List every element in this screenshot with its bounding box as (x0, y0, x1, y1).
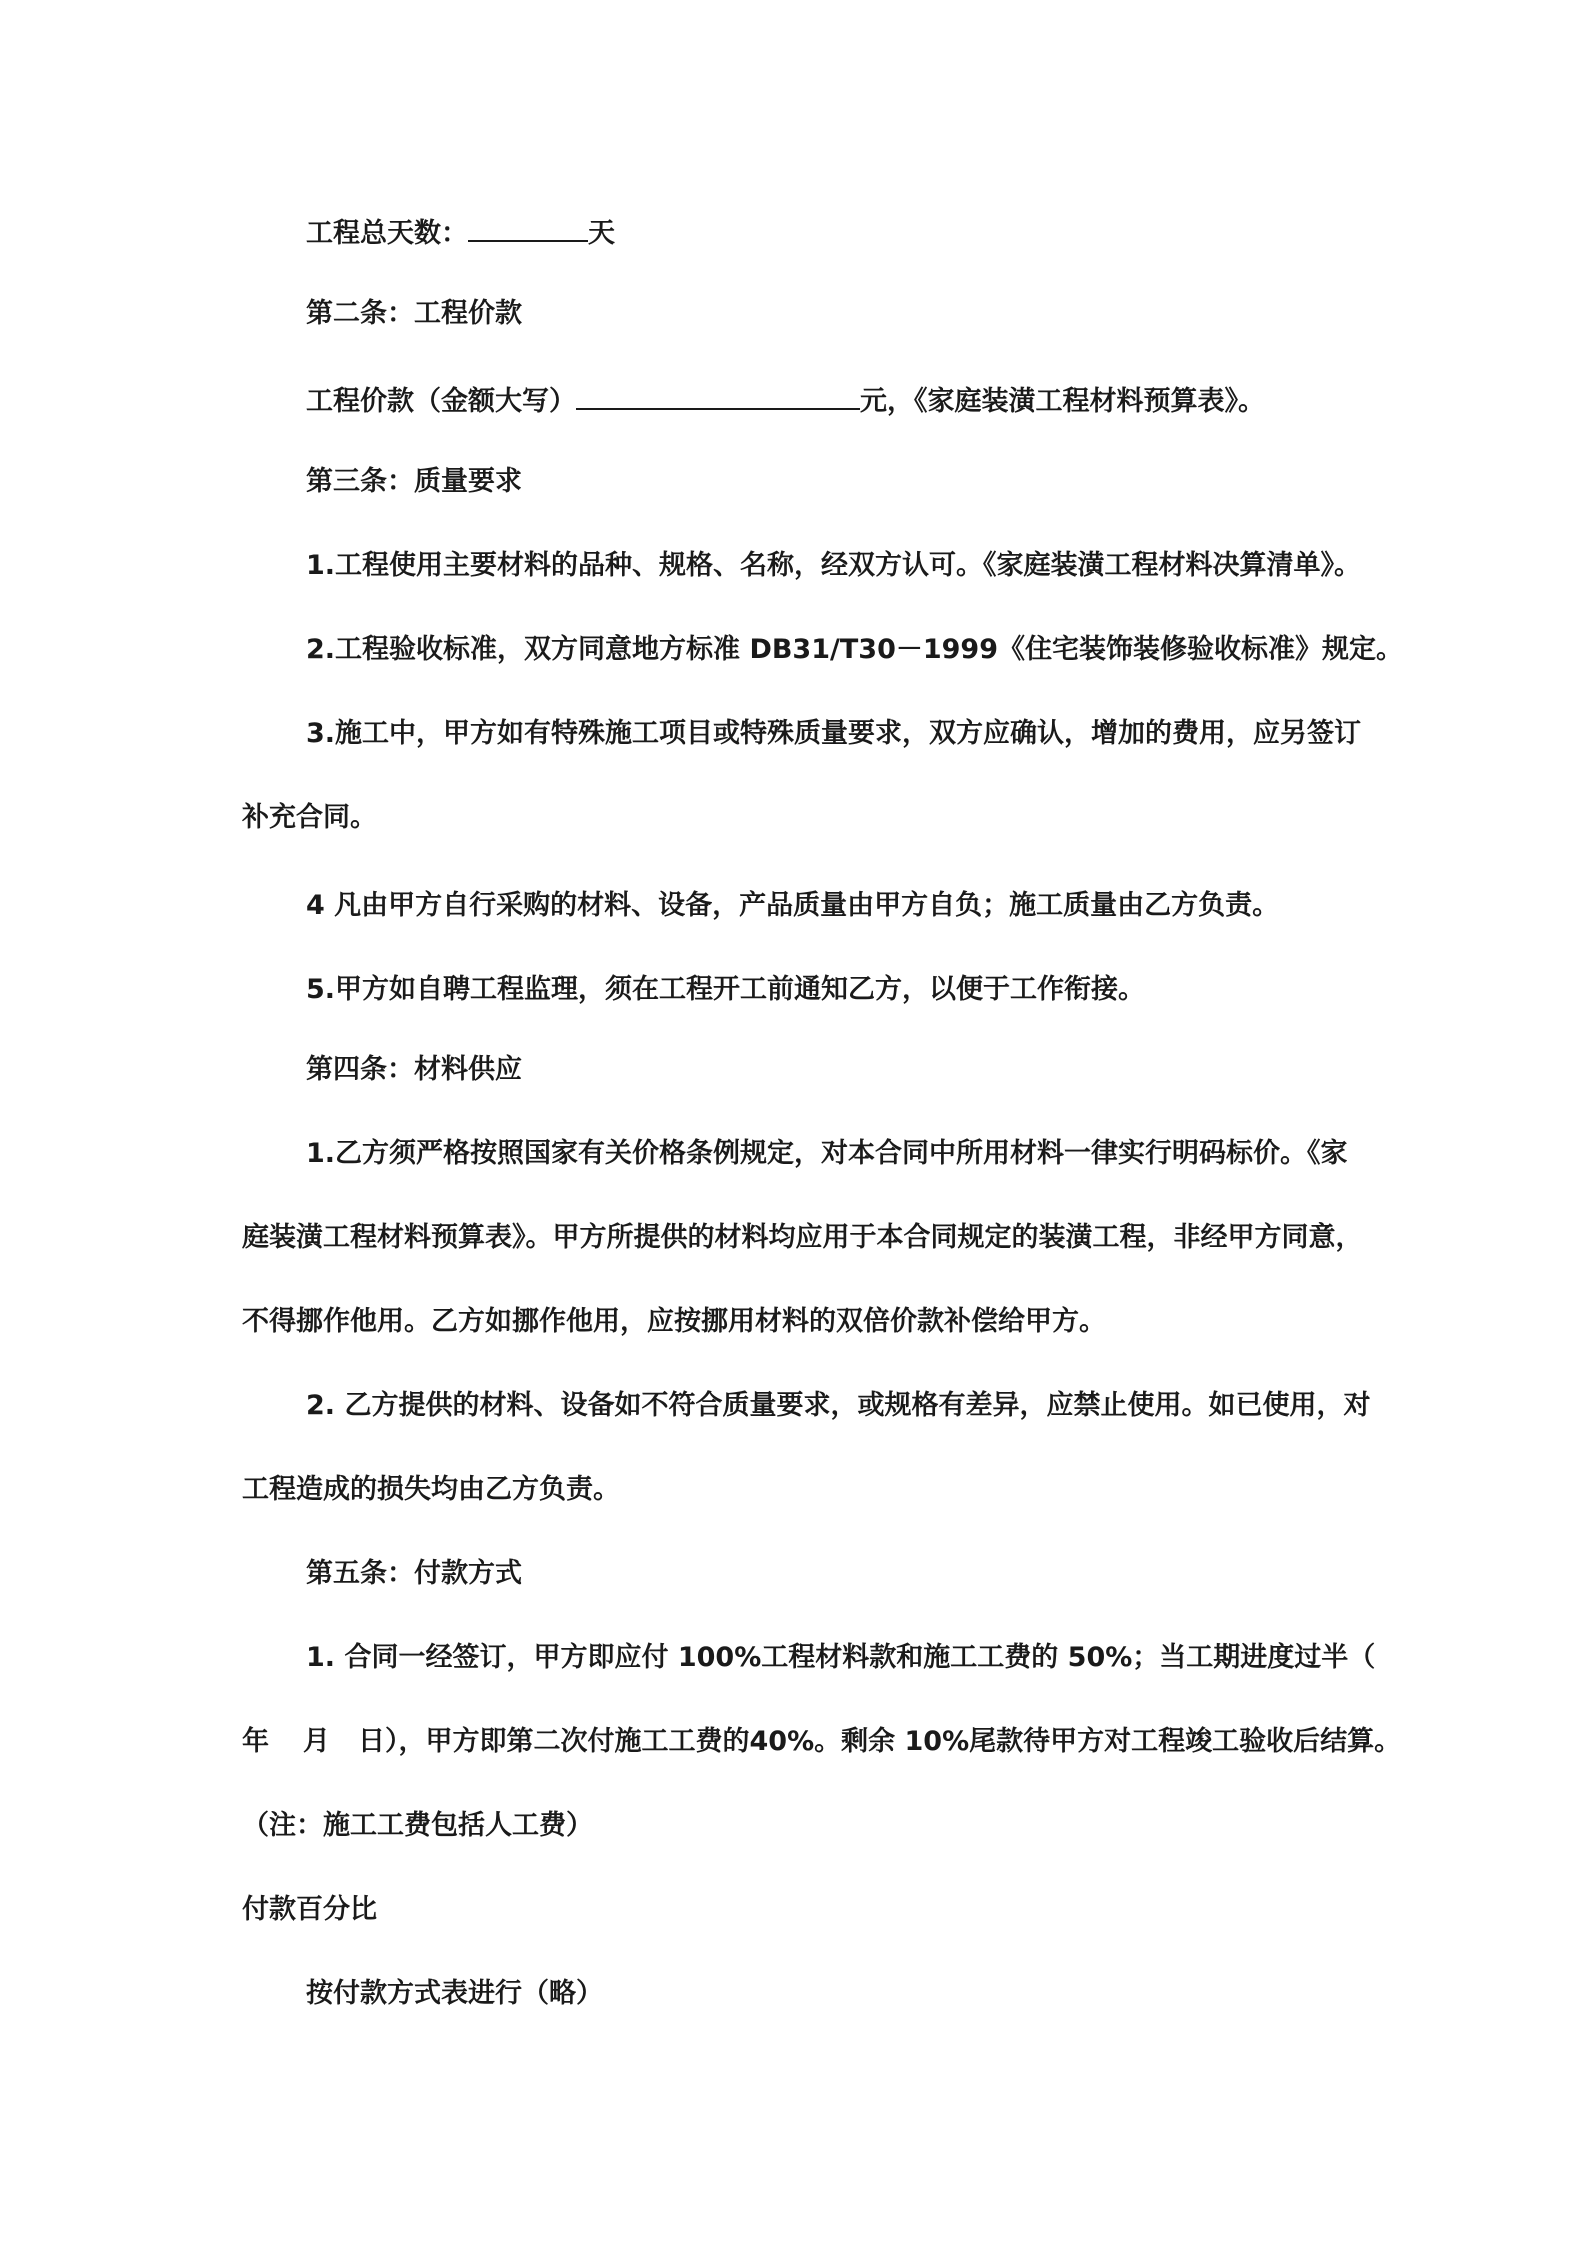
total-days-line (306, 210, 1372, 250)
payment-percentage-title: 付款百分比 (242, 1894, 377, 1925)
payment-month-label: 月 (303, 1726, 330, 1757)
price-blank[interactable] (576, 378, 860, 410)
price-suffix: 元，《家庭装潢工程材料预算表》。 (860, 386, 1265, 417)
payment-note: （注：施工工费包括人工费） (242, 1810, 593, 1841)
material-item-1-line-2: 庭装潢工程材料预算表》。甲方所提供的材料均应用于本合同规定的装潢工程，非经甲方同意， (242, 1222, 1363, 1253)
payment-day-rest: 日），甲方即第二次付施工工费的40%。剩余 10%尾款待甲方对工程竣工验收后结算。 (358, 1726, 1402, 1757)
payment-item-1-line-1: 1. 合同一经签订，甲方即应付 100%工程材料款和施工工费的 50%；当工期进度过半（ (306, 1642, 1376, 1673)
quality-item-3-line-2: 补充合同。 (242, 802, 377, 833)
material-item-2-line-2: 工程造成的损失均由乙方负责。 (242, 1474, 620, 1505)
quality-item-5: 5.甲方如自聘工程监理，须在工程开工前通知乙方，以便于工作衔接。 (306, 974, 1146, 1005)
price-label: 工程价款（金额大写） (306, 386, 576, 417)
payment-percentage-note: 按付款方式表进行（略） (306, 1978, 603, 2009)
quality-item-4: 4 凡由甲方自行采购的材料、设备，产品质量由甲方自负；施工质量由乙方负责。 (306, 890, 1280, 921)
total-days-label: 工程总天数： (306, 218, 468, 249)
article-3-title: 第三条：质量要求 (306, 466, 522, 497)
price-line (306, 378, 1372, 418)
quality-item-1: 1.工程使用主要材料的品种、规格、名称，经双方认可。《家庭装潢工程材料决算清单》。 (306, 550, 1362, 581)
material-item-1-line-3: 不得挪作他用。乙方如挪作他用，应按挪用材料的双倍价款补偿给甲方。 (242, 1306, 1106, 1337)
article-2-title: 第二条：工程价款 (306, 298, 522, 329)
material-item-2-line-1: 2. 乙方提供的材料、设备如不符合质量要求，或规格有差异，应禁止使用。如已使用，对 (306, 1390, 1371, 1421)
total-days-unit: 天 (588, 218, 615, 249)
total-days-blank[interactable] (468, 210, 588, 242)
material-item-1-line-1: 1.乙方须严格按照国家有关价格条例规定，对本合同中所用材料一律实行明码标价。《家 (306, 1138, 1348, 1169)
article-5-title: 第五条：付款方式 (306, 1558, 522, 1589)
quality-item-2: 2.工程验收标准，双方同意地方标准 DB31/T30－1999《住宅装饰装修验收标准》规定。 (306, 634, 1404, 665)
payment-year-label: 年 (242, 1726, 269, 1757)
payment-item-1-line-2 (242, 1722, 1402, 1762)
quality-item-3-line-1: 3.施工中，甲方如有特殊施工项目或特殊质量要求，双方应确认，增加的费用，应另签订 (306, 718, 1362, 749)
article-4-title: 第四条：材料供应 (306, 1054, 522, 1085)
